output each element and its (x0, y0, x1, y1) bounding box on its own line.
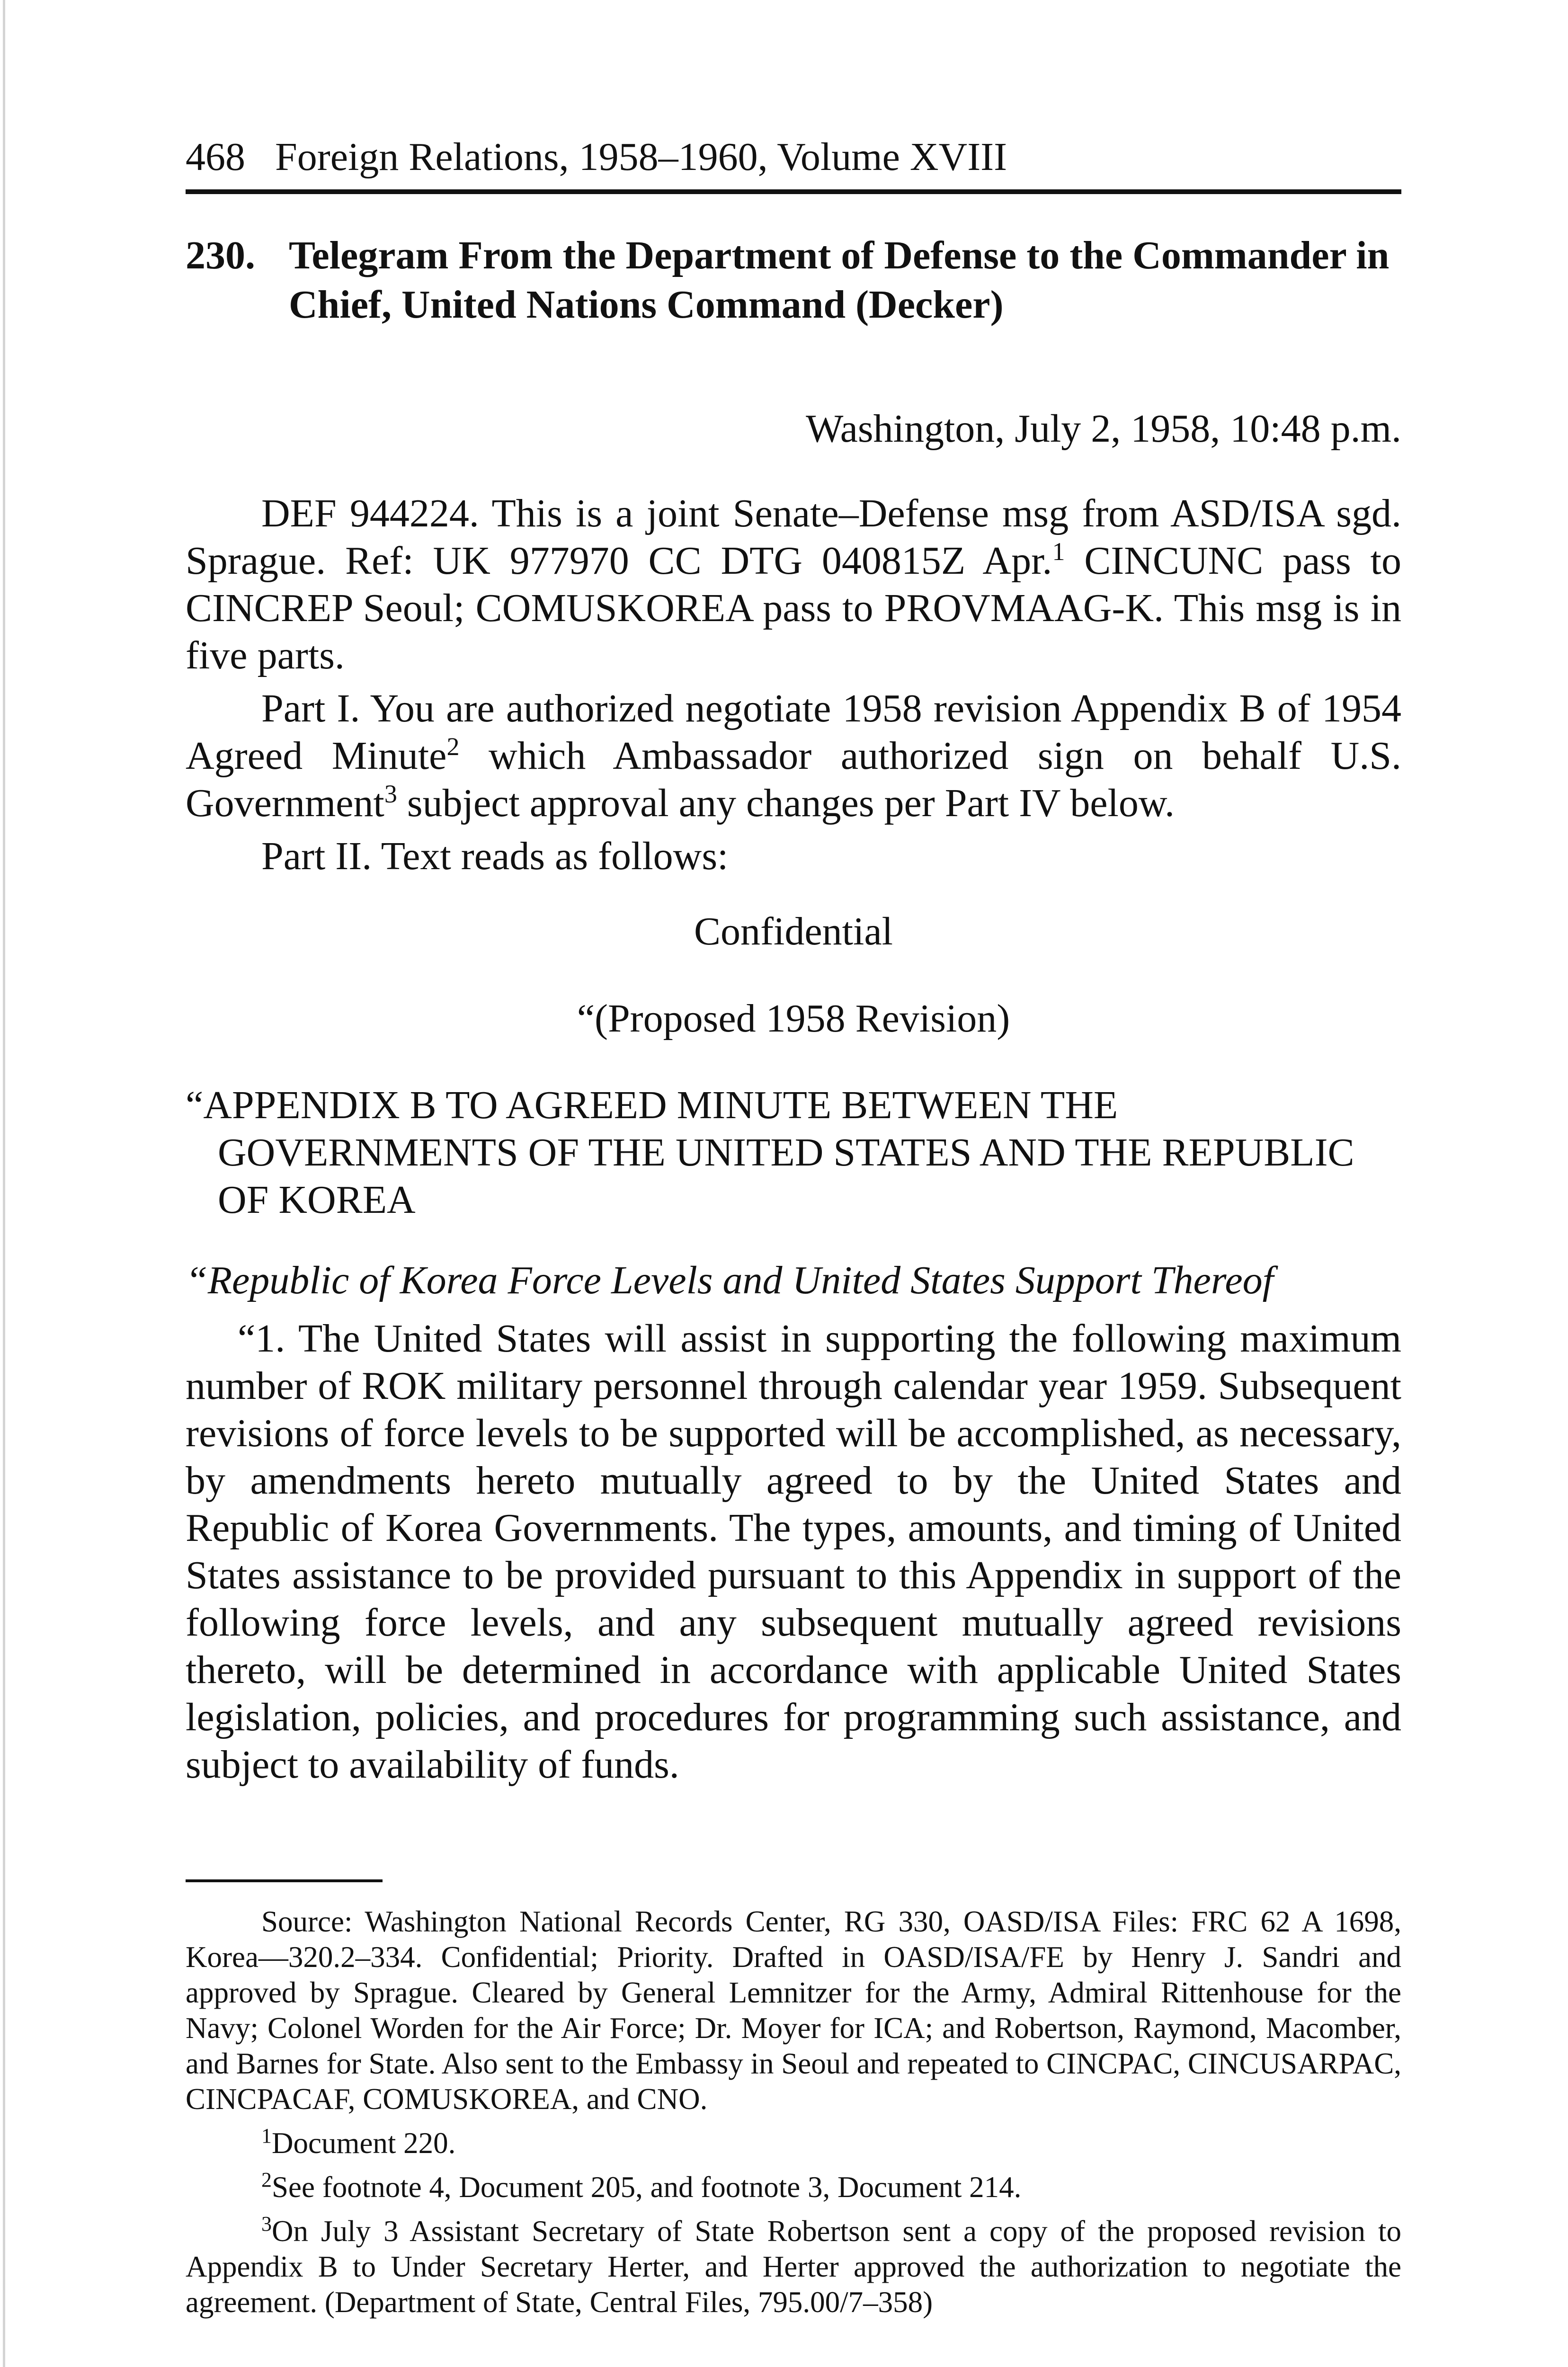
footnote-2: $^2$See footnote 4, Document 205, and footnote 3, Document 214. (261, 2168, 1022, 2204)
footnote-ref-2: 2 (446, 732, 460, 761)
classification-label: Confidential (694, 909, 893, 953)
proposed-revision-label: “(Proposed 1958 Revision) (577, 997, 1010, 1041)
header-rule (186, 189, 1401, 194)
footnote-mark: 2 (261, 2168, 272, 2191)
footnote-rule (186, 1879, 383, 1882)
source-note: Source: Washington National Records Center, RG 330, OASD/ISA Files: FRC 62 A 1698, Korea—320.2–334. Confidential; Priority. Drafted in OASD/ISA/FE by Henry J. Sandri and approved by Sprague. Cleared by General Lemnitzer for the Army, Admiral Rittenhouse for the Navy; Colonel Worden for the Air Force; Dr. Moyer for ICA; and Robertson, Raymond, Macomber, and Barnes for State. Also sent to the Embassy in Seoul and repeated to CINCPAC, CINCUSARPAC, CINCPACAF, COMUSKOREA, and CNO. (186, 1905, 1401, 2116)
paragraph-1: “1. The United States will assist in supporting the following maximum number of ROK military personnel through calendar year 1959. Subsequent revisions of force levels to be supported will be accomplished, as necessary, by amendments hereto mutually agreed to by the United States and Republic of Korea Governments. The types, amounts, and timing of United States assistance to be provided pursuant to this Appendix in support of the following force levels, and any subsequent mutually agreed revisions thereto, will be determined in accordance with applicable United States legislation, policies, and procedures for programming such assistance, and subject to availability of funds. (186, 1317, 1401, 1787)
dateline: Washington, July 2, 1958, 10:48 p.m. (806, 407, 1401, 451)
paragraph-part-2: Part II. Text reads as follows: (261, 834, 729, 878)
footnote-1: $^1$Document 220. (261, 2124, 456, 2160)
document-title-text: Telegram From the Department of Defense to the Commander in Chief, United Nations Command (Decker) (289, 233, 1390, 327)
footnote-3: $^3$On July 3 Assistant Secretary of State Robertson sent a copy of the proposed revision to Appendix B to Under Secretary Herter, and Herter approved the authorization to negotiate the agreement. (Department of State, Central Files, 795.00/7–358) (186, 2212, 1401, 2319)
footnote-ref-1: 1 (1052, 537, 1065, 566)
footnote-ref-3: 3 (384, 780, 397, 808)
footnotes (186, 1904, 1401, 2329)
paragraph-part-1: Part I. You are authorized negotiate 1958 revision Appendix B of 1954 Agreed Minute$^2$ which Ambassador authorized sign on behalf U.S. Government$^3$ subject approval any changes per Part IV below. (186, 686, 1401, 825)
page-edge (3, 0, 5, 2367)
footnote-mark: 1 (261, 2124, 272, 2147)
appendix-heading: “APPENDIX B TO AGREED MINUTE BETWEEN THE GOVERNMENTS OF THE UNITED STATES AND THE REPUBLIC OF KOREA (186, 1083, 1354, 1222)
telegram-body (186, 490, 1401, 880)
document-number: 230. (186, 233, 255, 277)
running-head: 468 Foreign Relations, 1958–1960, Volume XVIII (186, 135, 1007, 179)
section-subheading: “Republic of Korea Force Levels and United States Support Thereof (186, 1258, 1274, 1302)
footnote-mark: 3 (261, 2212, 272, 2235)
paragraph-def: DEF 944224. This is a joint Senate–Defense msg from ASD/ISA sgd. Sprague. Ref: UK 977970 CC DTG 040815Z Apr.$^1$ CINCUNC pass to CINCREP Seoul; COMUSKOREA pass to PROVMAAG-K. This msg is in five parts. (186, 491, 1401, 677)
